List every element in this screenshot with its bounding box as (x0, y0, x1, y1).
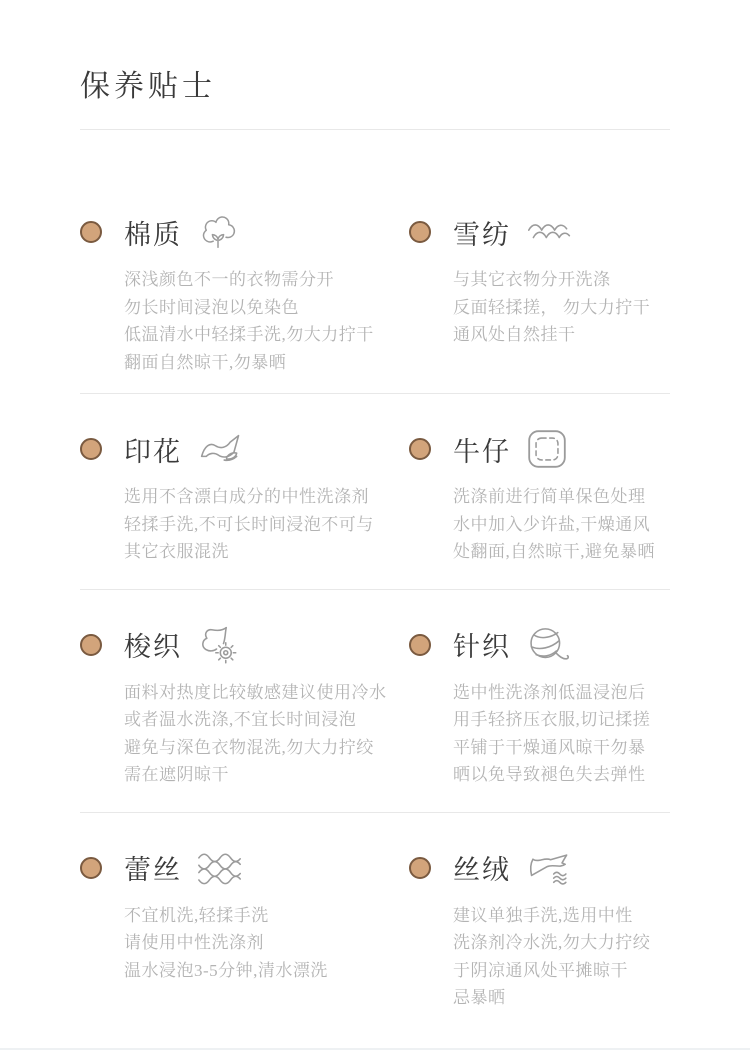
section-header (80, 210, 409, 254)
tip-line: 请使用中性洗涤剂 (124, 933, 264, 952)
bullet-dot (80, 634, 102, 656)
knit-yarn-ball-icon (526, 624, 572, 666)
fabric-label: 丝绒 (453, 855, 511, 885)
section-header (409, 846, 670, 890)
section-header (409, 427, 670, 471)
tip-line: 洗涤前进行简单保色处理 (453, 487, 646, 506)
fabric-section (80, 623, 409, 789)
tips-block (453, 483, 670, 566)
bullet-dot (80, 221, 102, 243)
tip-line: 面料对热度比较敏感建议使用冷水 (124, 682, 387, 702)
tips-block (453, 679, 670, 789)
fabric-section (80, 846, 409, 1012)
fabric-section (409, 427, 670, 566)
bullet-dot (409, 857, 431, 879)
denim-patch-icon (526, 428, 568, 470)
tip-line: 避免与深色衣物混洗,勿大力拧绞 (124, 737, 374, 757)
fabric-section (409, 623, 670, 789)
page-title: 保养贴士 (80, 70, 216, 103)
bullet-dot (80, 438, 102, 460)
woven-fabric-gear-icon (197, 624, 239, 666)
tip-line: 或者温水洗涤,不宜长时间浸泡 (124, 710, 357, 729)
tip-line: 忌暴晒 (453, 988, 506, 1007)
chiffon-waves-icon (526, 219, 574, 245)
tips-block (453, 266, 670, 349)
tip-line: 翻面自然晾干,勿暴晒 (124, 352, 287, 372)
fabric-label: 雪纺 (453, 219, 511, 250)
bullet-dot (409, 221, 431, 243)
sections-row (80, 394, 670, 589)
tip-line: 温水浸泡3-5分钟,清水漂洗 (124, 960, 328, 980)
tip-line: 需在遮阴晾干 (124, 765, 229, 784)
fabric-label: 牛仔 (453, 436, 511, 467)
tip-line: 不宜机洗,轻揉手洗 (124, 905, 269, 925)
fabric-section (80, 210, 409, 376)
fabric-section (409, 210, 670, 376)
lace-mesh-icon (197, 851, 243, 885)
tip-line: 与其它衣物分开洗涤 (453, 270, 611, 289)
section-header (409, 623, 670, 667)
tip-line: 反面轻揉搓， 勿大力拧干 (453, 297, 651, 317)
tip-line: 晒以免导致褪色失去弹性 (453, 765, 646, 784)
sections-row (80, 130, 670, 393)
tips-block (124, 266, 409, 376)
tip-line: 选中性洗涤剂低温浸泡后 (453, 682, 646, 702)
sections (80, 130, 670, 1035)
tip-line: 于阴凉通风处平摊晾干 (453, 960, 628, 980)
tips-block (124, 679, 409, 789)
tips-block (453, 902, 670, 1012)
tip-line: 选用不含漂白成分的中性洗涤剂 (124, 487, 369, 506)
velvet-flag-icon (526, 849, 574, 887)
print-flag-leaf-icon (197, 431, 245, 467)
section-header (80, 623, 409, 667)
fabric-section (409, 846, 670, 1012)
tip-line: 洗涤剂冷水洗,勿大力拧绞 (453, 933, 651, 952)
section-header (80, 427, 409, 471)
cotton-boll-icon (197, 212, 239, 252)
tip-line: 低温清水中轻揉手洗,勿大力拧干 (124, 325, 374, 344)
sections-row (80, 590, 670, 812)
sections-row (80, 813, 670, 1035)
fabric-label: 针织 (453, 632, 511, 662)
section-header (409, 210, 670, 254)
fabric-label: 梭织 (124, 632, 182, 662)
tip-line: 其它衣服混洗 (124, 542, 229, 561)
fabric-label: 印花 (124, 436, 182, 467)
bullet-dot (80, 857, 102, 879)
fabric-label: 蕾丝 (124, 855, 182, 885)
tip-line: 平铺于干燥通风晾干勿暴 (453, 737, 646, 757)
tip-line: 深浅颜色不一的衣物需分开 (124, 270, 334, 289)
fabric-section (80, 427, 409, 566)
tip-line: 水中加入少许盐,干燥通风 (453, 514, 651, 534)
bullet-dot (409, 634, 431, 656)
tip-line: 用手轻挤压衣服,切记揉搓 (453, 710, 651, 729)
tips-block (124, 902, 409, 985)
tip-line: 建议单独手洗,选用中性 (453, 905, 633, 925)
tip-line: 轻揉手洗,不可长时间浸泡不可与 (124, 514, 374, 534)
tip-line: 勿长时间浸泡以免染色 (124, 297, 299, 317)
section-header (80, 846, 409, 890)
tip-line: 处翻面,自然晾干,避免暴晒 (453, 542, 655, 561)
tips-block (124, 483, 409, 566)
bullet-dot (409, 438, 431, 460)
tip-line: 通风处自然挂干 (453, 325, 576, 344)
fabric-label: 棉质 (124, 219, 182, 250)
